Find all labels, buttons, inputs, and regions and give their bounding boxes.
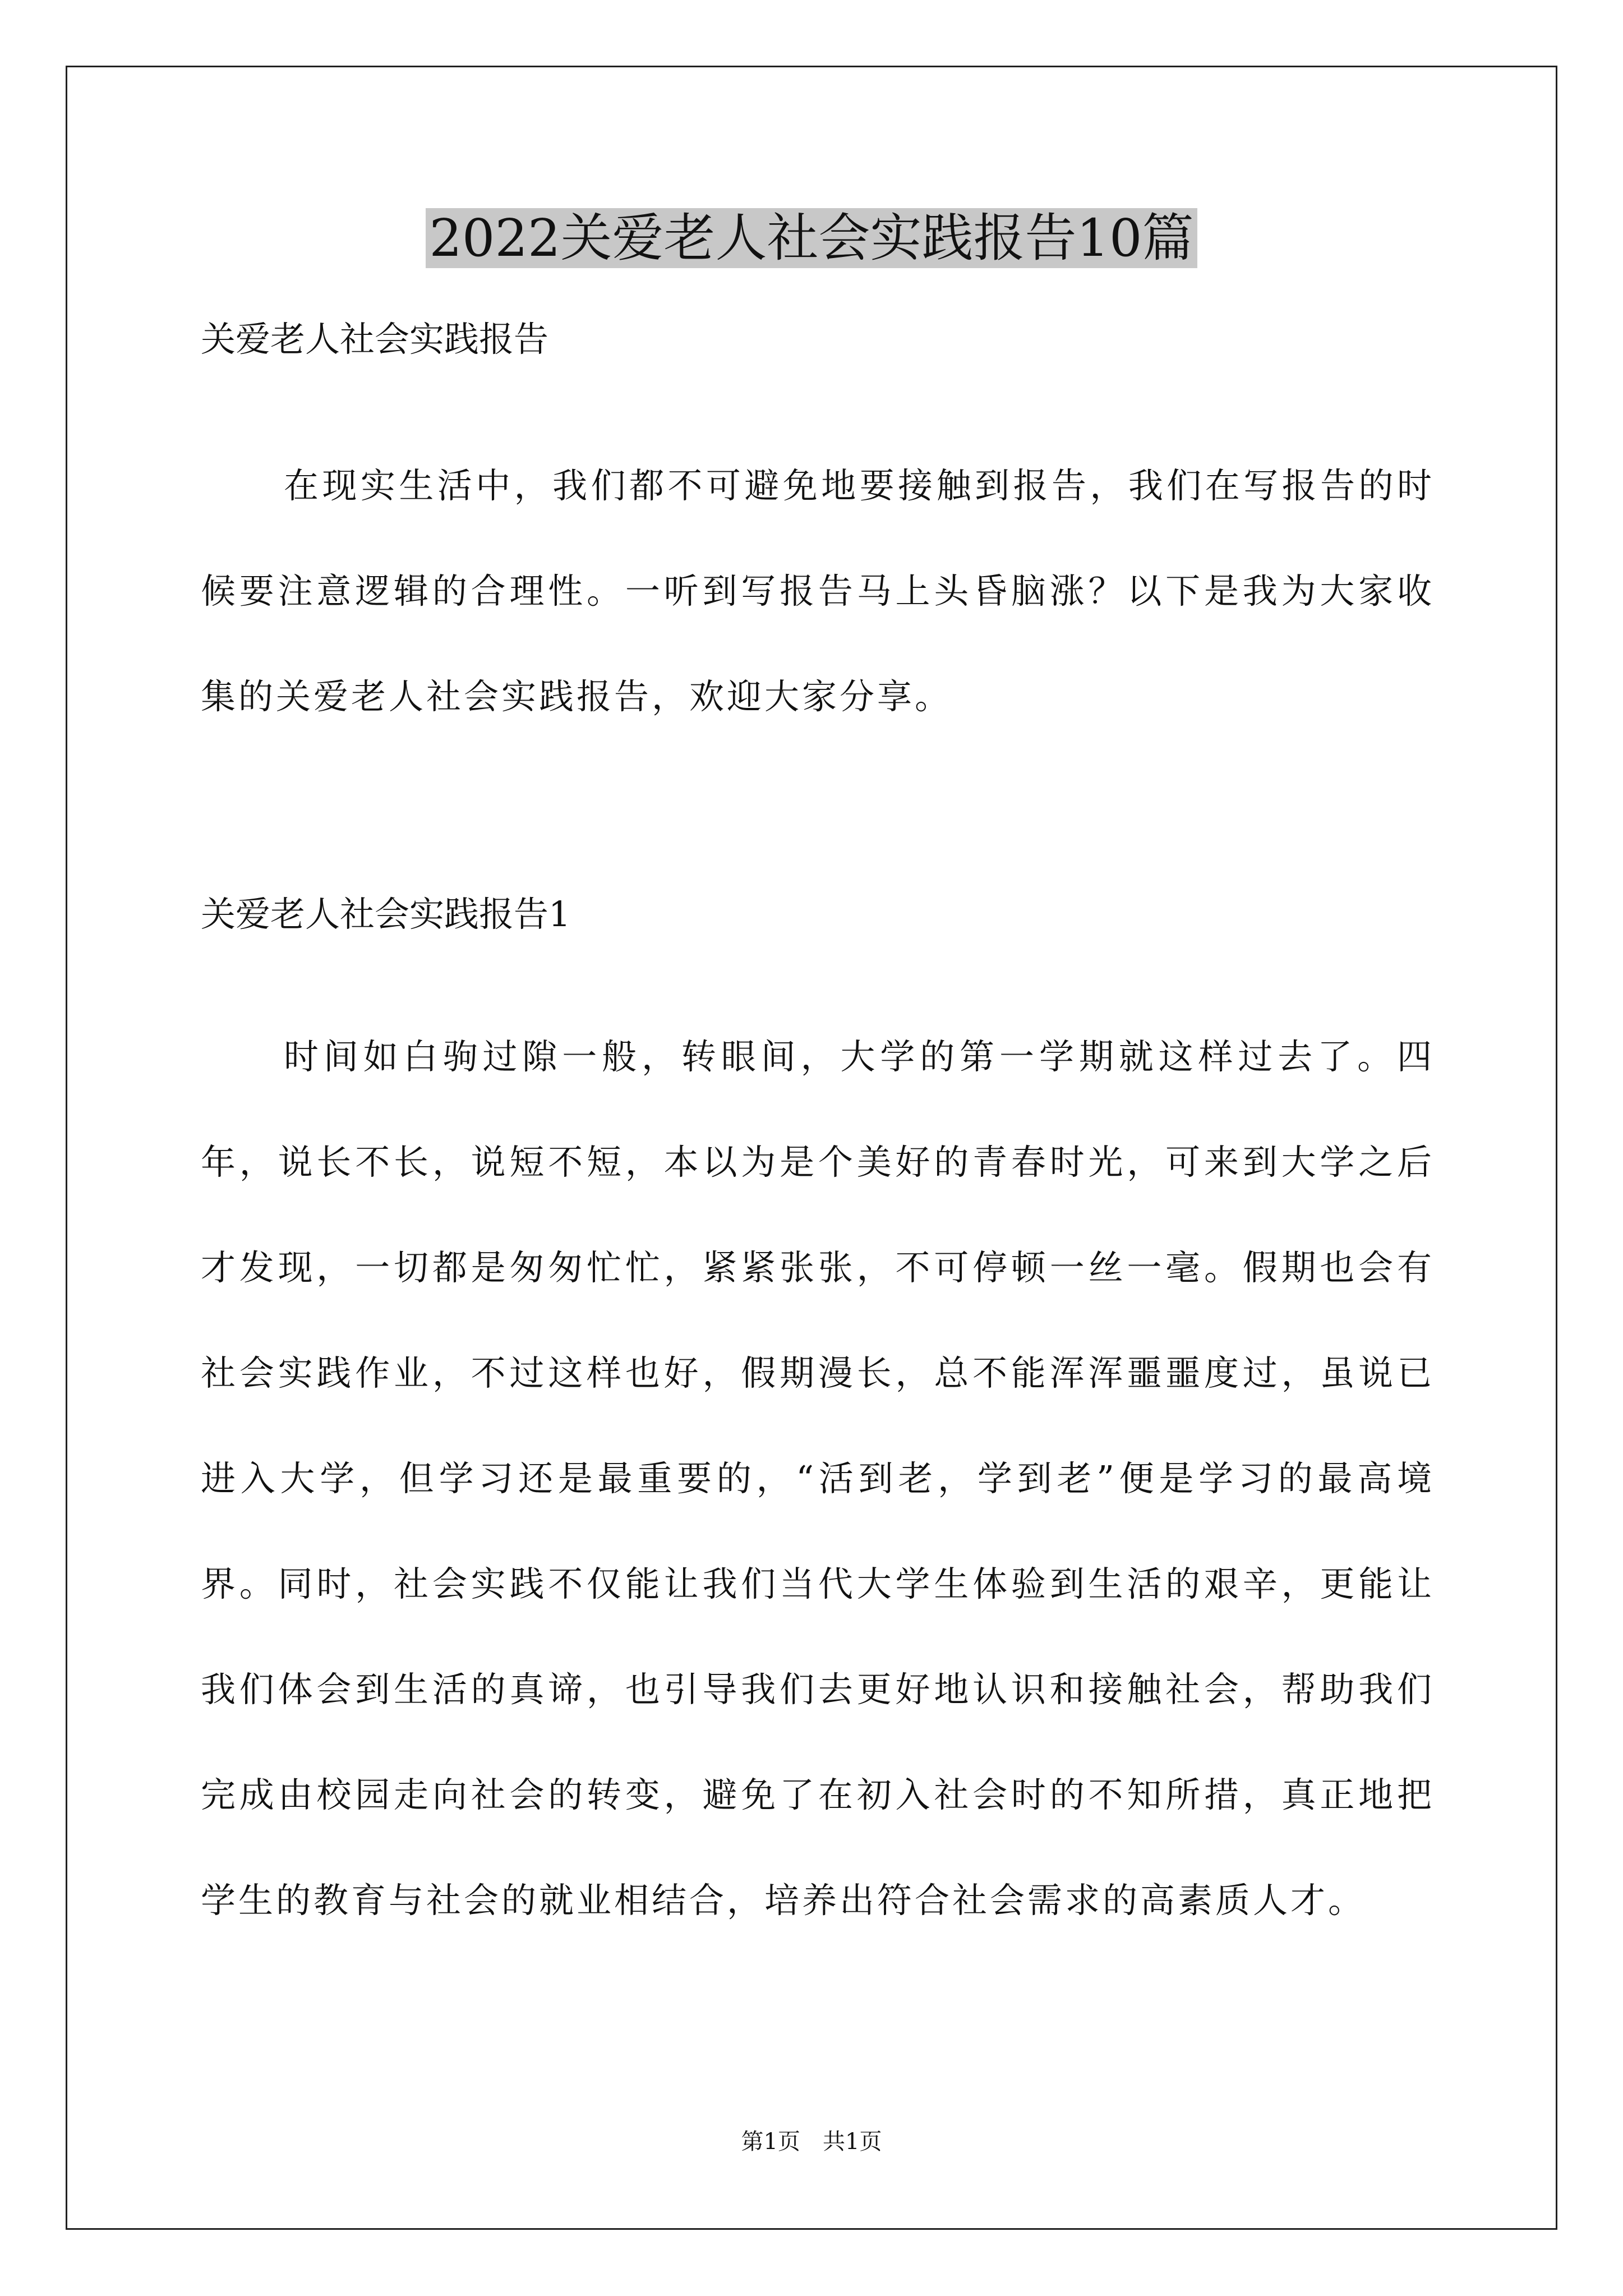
section1-paragraph: 时间如白驹过隙一般，转眼间，大学的第一学期就这样过去了。四年，说长不长，说短不短，本以为是个美好的青春时光，可来到大学之后才发现，一切都是匆匆忙忙，紧紧张张，不可停顿一丝一毫。假期也会有社会实践作业，不过这样也好，假期漫长，总不能浑浑噩噩度过，虽说已进入大学，但学习还是最重要的，“活到老，学到老”便是学习的最高境界。同时，社会实践不仅能让我们当代大学生体验到生活的艰辛，更能让我们体会到生活的真谛，也引导我们去更好地认识和接触社会，帮助我们完成由校园走向社会的转变，避免了在初入社会时的不知所措，真正地把学生的教育与社会的就业相结合，培养出符合社会需求的高素质人才。 bbox=[201, 1036, 1435, 1921]
page-footer: 第1页 共1页 bbox=[741, 2129, 882, 2155]
document-title-text: 2022关爱老人社会实践报告10篇 bbox=[426, 208, 1197, 268]
intro-paragraph: 在现实生活中，我们都不可避免地要接触到报告，我们在写报告的时候要注意逻辑的合理性。一听到写报告马上头昏脑涨？以下是我为大家收集的关爱老人社会实践报告，欢迎大家分享。 bbox=[201, 465, 1435, 717]
section1-heading: 关爱老人社会实践报告1 bbox=[201, 894, 571, 935]
document-title bbox=[0, 202, 1623, 275]
intro-heading: 关爱老人社会实践报告 bbox=[201, 319, 549, 360]
